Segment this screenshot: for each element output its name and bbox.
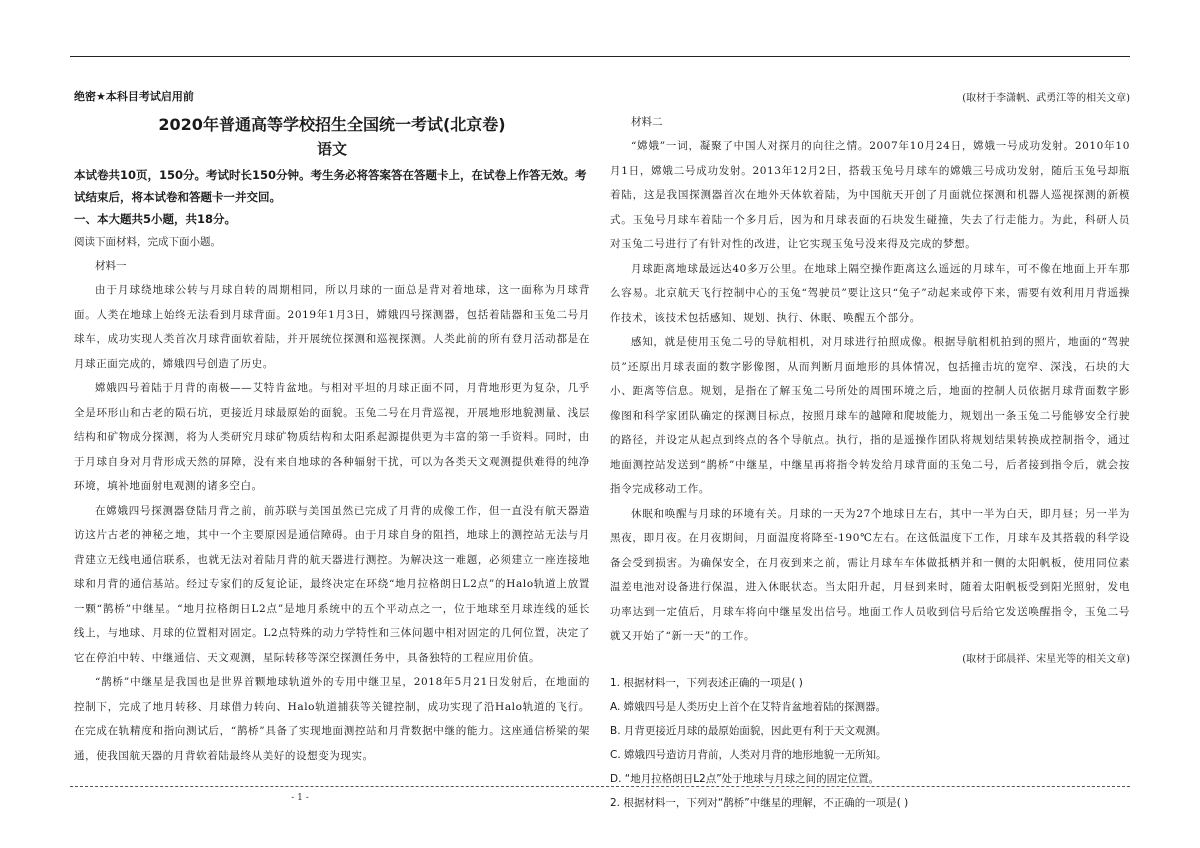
section-heading: 一、本大题共5小题，共18分。: [74, 212, 237, 226]
material-one-paragraph: 在嫦娥四号探测器登陆月背之前，前苏联与美国虽然已完成了月背的成像工作，但一直没有航天器造访这片古老的神秘之地，其中一个主要原因是通信障碍。由于月球自身的阻挡，地球上的测控站无法与月背建立无线电通信联系，也就无法对着陆月背的航天器进行测控。为解决这一难题，必须建立一座连接地球和月背的通信基站。经过专家们的反复论证，最终决定在环绕“地月拉格朗日L2点”的Halo轨道上放置一颗“鹊桥”中继星。“地月拉格朗日L2点”是地月系统中的五个平动点之一，位于地球至月球连线的延长线上，与地球、月球的位置相对固定。L2点特殊的动力学特性和三体问题中相对固定的几何位置，决定了它在停泊中转、中继通信、天文观测，星际转移等深空探测任务中，具备独特的工程应用价值。: [74, 504, 590, 664]
material-one-paragraph: “鹊桥”中继星是我国也是世界首颗地球轨道外的专用中继卫星，2018年5月21日发射后，在地面的控制下，完成了地月转移、月球借力转向、Halo轨道捕获等关键控制，成功实现了沿Halo轨道的飞行。在完成在轨精度和指向测试后，“鹊桥”具备了实现地面测控站和月背数据中继的能力。这座通信桥梁的架通，使我国航天器的月背软着陆最终从美好的设想变为现实。: [74, 676, 590, 762]
material-one-paragraph: 由于月球绕地球公转与月球自转的周期相同，所以月球的一面总是背对着地球，这一面称为月球背面。人类在地球上始终无法看到月球背面。2019年1月3日，嫦娥四号探测器，包括着陆器和玉兔二号月球车，成功实现人类首次月球背面软着陆，并开展统位探测和巡视探测。人类此前的所有登月活动都是在月球正面完成的，嫦娥四号创造了历史。: [74, 284, 590, 370]
page-number: - 1 -: [291, 793, 309, 803]
answer-option: C. 嫦娥四号造访月背前，人类对月背的地形地貌一无所知。: [610, 748, 887, 761]
question-stem: 1. 根据材料一，下列表述正确的一项是( ): [610, 676, 803, 689]
answer-option: D. “地月拉格朗日L2点”处于地球与月球之间的固定位置。: [610, 772, 880, 785]
question-stem: 2. 根据材料一，下列对“鹊桥”中继星的理解，不正确的一项是( ): [610, 796, 909, 809]
right-column: [610, 88, 1130, 815]
bottom-rule: [70, 786, 1130, 787]
exam-instructions: 本试卷共10页，150分。考试时长150分钟。考生务必将答案答在答题卡上，在试卷上作答无效。考试结束后，将本试卷和答题卡一并交回。: [74, 168, 587, 204]
confidential-label: 绝密★本科目考试启用前: [74, 90, 194, 103]
material-two-source: (取材于邱晨祥、宋星光等的相关文章): [962, 653, 1130, 665]
material-two-paragraph: 月球距离地球最远达40多万公里。在地球上隔空操作距离这么遥远的月球车，可不像在地面上开车那么容易。北京航天飞行控制中心的玉兔“驾驶员”要让这只“兔子”动起来或停下来，需要有效利用月背遥操作技术，该技术包括感知、规划、执行、休眠、唤醒五个部分。: [610, 262, 1130, 324]
material-one-paragraph: 嫦娥四号着陆于月背的南极——艾特肯盆地。与相对平坦的月球正面不同，月背地形更为复杂，几乎全是环形山和古老的陨石坑，更接近月球最原始的面貌。玉兔二号在月背巡视，开展地形地貌测量、浅层结构和矿物成分探测，将为人类研究月球矿物质结构和太阳系起源提供更为丰富的第一手资料。同时，由于月球自身对月背形成天然的屏障，没有来自地球的各种辐射干扰，可以为各类天文观测提供难得的纯净环境，填补地面射电观测的诸多空白。: [74, 382, 590, 492]
material-two-paragraph: 感知，就是使用玉兔二号的导航相机，对月球进行拍照成像。根据导航相机拍到的照片，地面的“驾驶员”还原出月球表面的数字影像图，从而判断月面地形的具体情况，包括撞击坑的宽窄、深浅，石块的大小、距离等信息。规划，是指在了解玉兔二号所处的周围环境之后，地面的控制人员依据月球背面数字影像图和科学家团队确定的探测目标点，按照月球车的越障和爬坡能力，规划出一条玉兔二号能够安全行驶的路径，并设定从起点到终点的各个导航点。执行，指的是遥操作团队将规划结果转换成控制指令，通过地面测控站发送到“鹊桥”中继星，中继星再将指令转发给月球背面的玉兔二号，后者接到指令后，就会按指令完成移动工作。: [610, 336, 1130, 495]
material-two-paragraph: “嫦娥”一词，凝聚了中国人对探月的向往之情。2007年10月24日，嫦娥一号成功发射。2010年10月1日，嫦娥二号成功发射。2013年12月2日，搭载玉兔号月球车的嫦娥三号成功发射，随后玉兔号却瓶着陆，这是我国探测器首次在地外天体软着陆，为中国航天开创了月面就位探测和机器人巡视探测的新模式。玉兔号月球车着陆一个多月后，因为和月球表面的石块发生碰撞，失去了行走能力。为此，科研人员对玉兔二号进行了有针对性的改进，让它实现玉兔号没来得及完成的梦想。: [610, 140, 1130, 250]
answer-option: A. 嫦娥四号是人类历史上首个在艾特肯盆地着陆的探测器。: [610, 700, 887, 713]
left-column: [74, 88, 590, 768]
exam-title: 2020年普通高等学校招生全国统一考试(北京卷): [158, 115, 506, 134]
material-one-label: 材料一: [95, 260, 127, 272]
top-rule: [70, 56, 1130, 57]
material-two-paragraph: 休眠和唤醒与月球的环境有关。月球的一天为27个地球日左右，其中一半为白天，即月昼；另一半为黑夜，即月夜。在月夜期间，月面温度将降至-190℃左右。在这低温度下工作，月球车及其搭载的科学设备会受到损害。为确保安全，在月夜到来之前，需让月球车车体做抵栖并和一侧的太阳帆板，使用同位素温差电池对设备进行保温，进入休眠状态。当太阳升起，月昼到来时，随着太阳帆板受到阳光照射，发电功率达到一定值后，月球车将向中继星发出信号。地面工作人员收到信号后给它发送唤醒指令，玉兔二号就又开始了“新一天”的工作。: [610, 507, 1130, 642]
material-one-source: (取材于李潇帆、武勇江等的相关文章): [962, 93, 1130, 104]
subject-title: 语文: [316, 140, 347, 158]
answer-option: B. 月背更接近月球的最原始面貌，因此更有利于天文观测。: [610, 724, 887, 737]
reading-prompt: 阅读下面材料，完成下面小题。: [74, 236, 221, 248]
material-two-label: 材料二: [631, 116, 663, 128]
